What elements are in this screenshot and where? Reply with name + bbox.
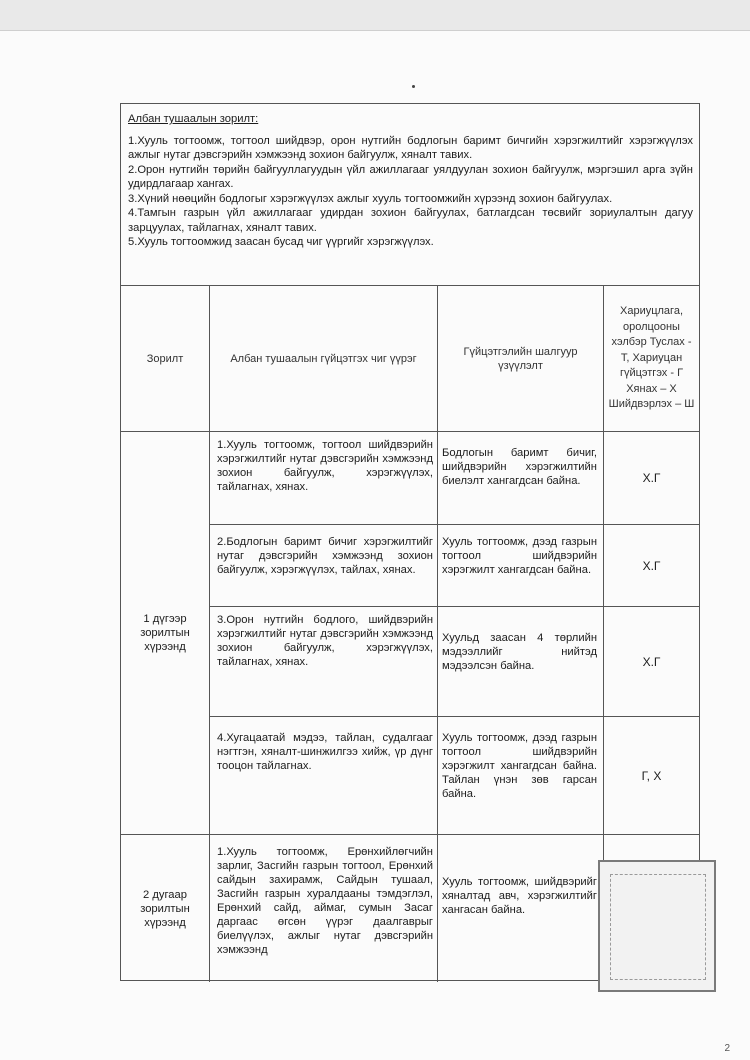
page-number: 2 xyxy=(724,1043,730,1054)
header-task: Албан тушаалын гүйцэтгэх чиг үүрэг xyxy=(230,352,417,365)
task-cell: 1.Хууль тогтоомж, тогтоол шийдвэрийн хэрэгжилтийг нутаг дэвсгэрийн хэмжээнд зохион байгуулж, хэрэгжүүлэх, тайлагнах, хянах. xyxy=(217,439,433,493)
criteria-cell: Хууль тогтоомж, дээд газрын тогтоол шийдвэрийн хэрэгжилт хангагдсан байна. Тайлан үнэн зөв гарсан байна. xyxy=(442,732,597,800)
header-goal: Зорилт xyxy=(146,352,184,365)
task-cell: 1.Хууль тогтоомж, Ерөнхийлөгчийн зарлиг, Засгийн газрын тогтоол, Ерөнхий сайдын захирамж, Сайдын тушаал, Засгийн газрын хуралдааны тэмдэглэл, Ерөнхий сайд, аймаг, сумын Засаг даргаас өгсөн үүрэг даалгаврыг биелүүлэх, ажлыг нутаг дэвсгэрийн хэмжээнд xyxy=(217,846,433,956)
header-criteria: Гүйцэтгэлийн шалгуур үзүүлэлт xyxy=(463,345,578,372)
task-cell: 4.Хугацаатай мэдээ, тайлан, судалгааг нэгтгэн, хяналт-шинжилгээ хийж, үр дүнг тооцон тайлагнах. xyxy=(217,732,433,772)
criteria-cell: Хууль тогтоомж, шийдвэрийг хяналтад авч, хэрэгжилтийг хангасан байна. xyxy=(442,876,597,916)
responsibility-cell: Х.Г xyxy=(642,558,661,573)
goal-cell-1: 1 дүгээр зорилтын хүрээнд xyxy=(140,613,190,653)
objective-item-2: 2.Орон нутгийн төрийн байгууллагуудын үйл ажиллагааг уялдуулан зохион байгуулж, мэргэшил арга зүйн удирдлагаар хангах. xyxy=(128,163,693,190)
stamp-inner-border xyxy=(610,874,706,980)
responsibility-cell: Х.Г xyxy=(642,471,661,485)
responsibility-cell: Х.Г xyxy=(642,654,661,669)
job-description-table xyxy=(120,103,700,981)
task-cell: 2.Бодлогын баримт бичиг хэрэгжилтийг нутаг дэвсгэрийн хэмжээнд зохион байгуулж, хэрэгжүүлэх, тайлах, хянах. xyxy=(217,536,433,576)
goal-cell-2: 2 дугаар зорилтын хүрээнд xyxy=(140,888,190,929)
official-stamp xyxy=(598,860,716,992)
criteria-cell: Хуульд заасан 4 төрлийн мэдээллийг нийтэд мэдээлсэн байна. xyxy=(442,632,597,672)
objective-item-1: 1.Хууль тогтоомж, тогтоол шийдвэр, орон нутгийн бодлогын баримт бичгийн хэрэгжилтийг хэрэгжүүлэх ажлыг нутаг дэвсгэрийн хэмжээнд зохион байгуулж, хяналт тавих. xyxy=(128,134,693,161)
objective-item-4: 4.Тамгын газрын үйл ажиллагааг удирдан зохион байгуулах, батлагдсан төсвийг зориулалтын дагуу зарцуулах, тайлагнах, хяналт тавих. xyxy=(128,207,693,234)
position-objectives xyxy=(121,104,699,286)
objective-item-5: 5.Хууль тогтоомжид заасан бусад чиг үүргийг хэрэгжүүлэх. xyxy=(128,236,434,248)
responsibility-cell: Г, Х xyxy=(641,768,662,783)
criteria-cell: Хууль тогтоомж, дээд газрын тогтоол шийдвэрийн хэрэгжилт хангагдсан байна. xyxy=(442,536,597,576)
section-title: Албан тушаалын зорилт: xyxy=(128,113,259,125)
task-cell: 3.Орон нутгийн бодлого, шийдвэрийн хэрэгжилтийг нутаг дэвсгэрийн хэмжээнд зохион байгуулж, хэрэгжүүлэх, тайлагнах, хянах. xyxy=(217,614,433,668)
criteria-cell: Бодлогын баримт бичиг, шийдвэрийн хэрэгжилтийн биелэлт хангагдсан байна. xyxy=(442,447,597,487)
header-responsibility: Хариуцлага, оролцооны хэлбэр Туслах - Т, Хариуцан гүйцэтгэх - Г Хянах – Х Шийдвэрлэх – Ш xyxy=(608,305,695,411)
scan-speck xyxy=(412,85,415,88)
objective-item-3: 3.Хүний нөөцийн бодлогыг хэрэгжүүлэх ажлыг хууль тогтоомжийн хүрээнд зохион байгуулах. xyxy=(128,192,613,205)
